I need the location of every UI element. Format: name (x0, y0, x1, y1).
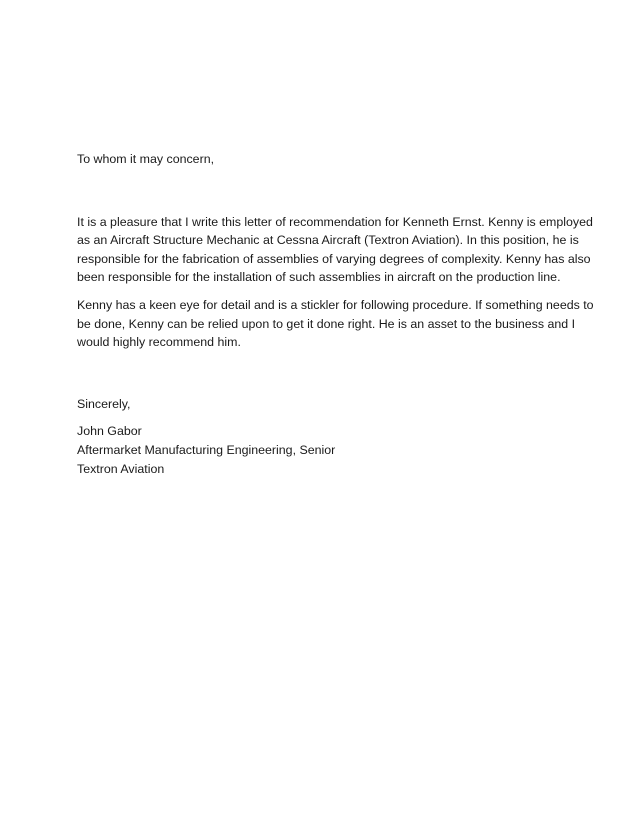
paragraph-line: as an Aircraft Structure Mechanic at Cessna Aircraft (Textron Aviation). In this position, he is (77, 233, 579, 248)
paragraph-line: responsible for the fabrication of assemblies of varying degrees of complexity. Kenny has also (77, 251, 591, 266)
paragraph-line: been responsible for the installation of such assemblies in aircraft on the production line. (77, 270, 561, 285)
signer-name: John Gabor (77, 424, 142, 439)
paragraph-line: Kenny has a keen eye for detail and is a stickler for following procedure. If something needs to (77, 297, 594, 312)
letter-closing: Sincerely, (77, 396, 131, 411)
paragraph-line: be done, Kenny can be relied upon to get it done right. He is an asset to the business and I (77, 316, 576, 331)
signature-block (77, 422, 577, 478)
signer-company: Textron Aviation (77, 461, 165, 476)
recommendation-letter (77, 150, 594, 478)
letter-greeting: To whom it may concern, (77, 152, 215, 166)
letter-paragraph-2 (77, 296, 594, 352)
paragraph-line: would highly recommend him. (77, 335, 241, 350)
signer-title: Aftermarket Manufacturing Engineering, Senior (77, 442, 336, 457)
letter-paragraph-1 (77, 213, 593, 287)
paragraph-line: It is a pleasure that I write this letter of recommendation for Kenneth Ernst. Kenny is employed (77, 214, 593, 229)
